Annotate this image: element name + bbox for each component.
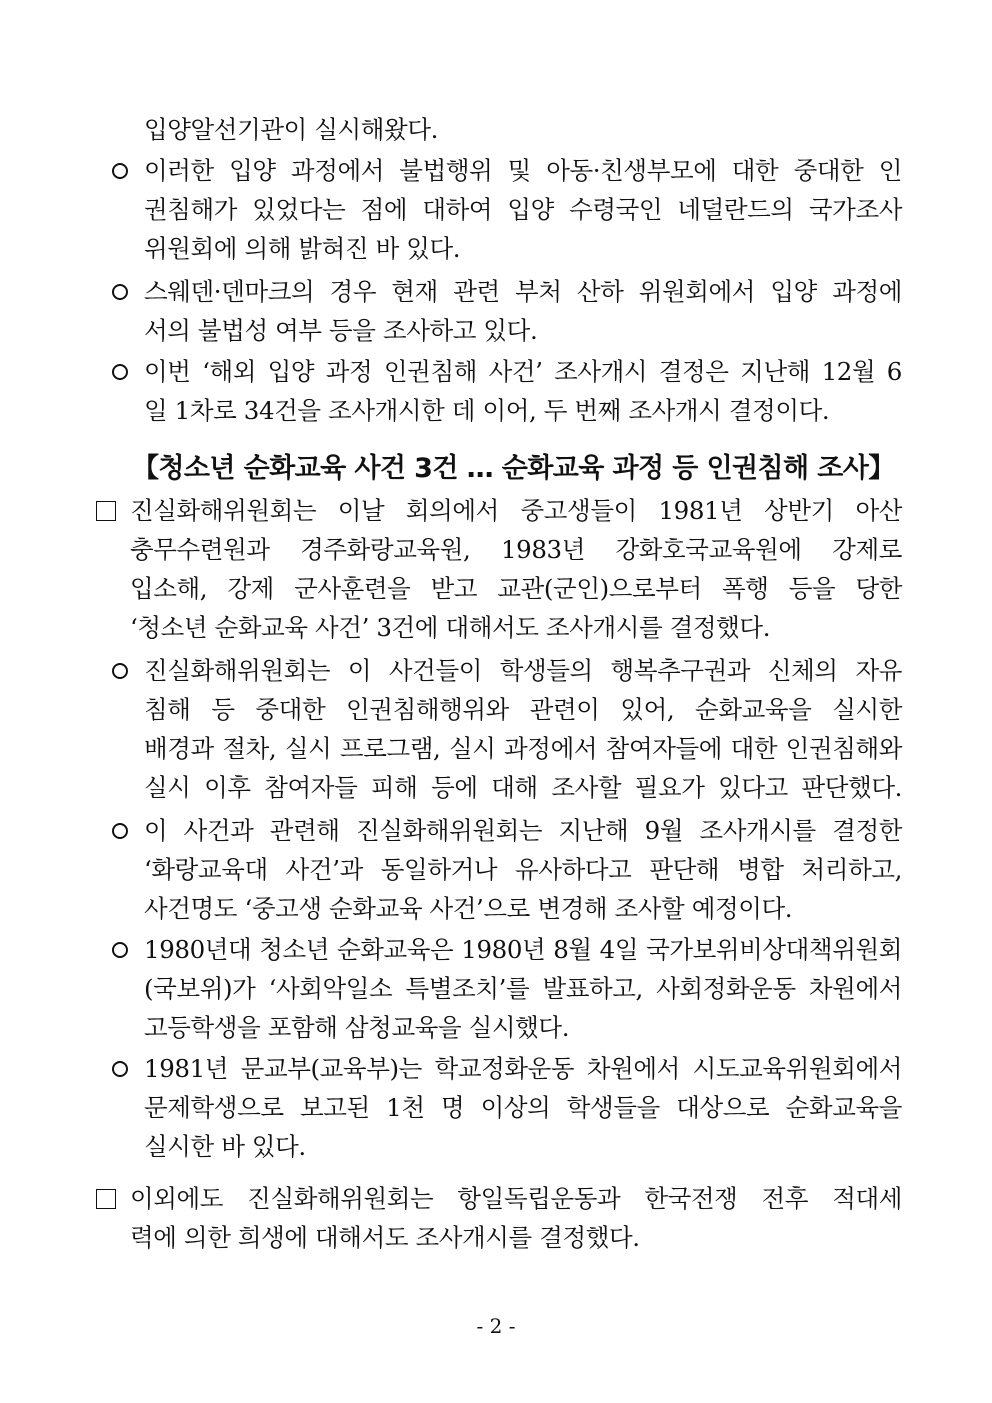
bullet-item: [112, 154, 902, 269]
bullet-line: 위원회에 의해 밝혀진 바 있다.: [144, 234, 461, 263]
bullet-line: 권침해가 있었다는 점에 대하여 입양 수령국인 네덜란드의 국가조사: [144, 195, 902, 224]
paragraph-line: 입양알선기관이 실시해왔다.: [144, 115, 438, 144]
bullet-item: [112, 275, 902, 350]
bullet-line: 1980년대 청소년 순화교육은 1980년 8월 4일 국가보위비상대책위원회: [144, 935, 902, 964]
bullet-item: [112, 1052, 902, 1167]
paragraph-line: 진실화해위원회는 이날 회의에서 중고생들이 1981년 상반기 아산: [130, 496, 902, 525]
paragraph-line: 이외에도 진실화해위원회는 항일독립운동과 한국전쟁 전후 적대세: [130, 1184, 902, 1213]
bullet-line: 실시 이후 참여자들 피해 등에 대해 조사할 필요가 있다고 판단했다.: [144, 773, 902, 802]
paragraph-line: 력에 의한 희생에 대해서도 조사개시를 결정했다.: [130, 1223, 640, 1252]
bullet-line: (국보위)가 ‘사회악일소 특별조치’를 발표하고, 사회정화운동 차원에서: [144, 974, 902, 1003]
bullet-item: [112, 654, 902, 810]
bullet-item: [112, 355, 902, 430]
bullet-item: [112, 814, 902, 929]
paragraph-line: 충무수련원과 경주화랑교육원, 1983년 강화호국교육원에 강제로: [130, 535, 902, 564]
section-heading: 【청소년 순화교육 사건 3건 … 순화교육 과정 등 인권침해 조사】: [132, 453, 895, 484]
bullet-line: 이번 ‘해외 입양 과정 인권침해 사건’ 조사개시 결정은 지난해 12월 6: [144, 357, 902, 386]
page-number: - 2 -: [476, 1314, 516, 1338]
square-bullet-icon: [96, 1189, 116, 1209]
bullet-line: 이 사건과 관련해 진실화해위원회는 지난해 9월 조사개시를 결정한: [144, 816, 902, 845]
circle-bullet-icon: [112, 364, 128, 380]
circle-bullet-icon: [112, 663, 128, 679]
circle-bullet-icon: [112, 163, 128, 179]
bullet-line: 일 1차로 34건을 조사개시한 데 이어, 두 번째 조사개시 결정이다.: [144, 396, 830, 425]
square-bullet-icon: [96, 501, 116, 521]
circle-bullet-icon: [112, 1061, 128, 1077]
bullet-line: 배경과 절차, 실시 프로그램, 실시 과정에서 참여자들에 대한 인권침해와: [144, 734, 902, 763]
bullet-line: ‘화랑교육대 사건’과 동일하거나 유사하다고 판단해 병합 처리하고,: [144, 855, 902, 884]
circle-bullet-icon: [112, 942, 128, 958]
bullet-line: 실시한 바 있다.: [144, 1132, 306, 1161]
paragraph-line: ‘청소년 순화교육 사건’ 3건에 대해서도 조사개시를 결정했다.: [130, 613, 771, 642]
bullet-line: 침해 등 중대한 인권침해행위와 관련이 있어, 순화교육을 실시한: [144, 695, 902, 724]
circle-bullet-icon: [112, 823, 128, 839]
bullet-line: 1981년 문교부(교육부)는 학교정화운동 차원에서 시도교육위원회에서: [144, 1054, 902, 1083]
bullet-line: 문제학생으로 보고된 1천 명 이상의 학생들을 대상으로 순화교육을: [144, 1093, 902, 1122]
circle-bullet-icon: [112, 284, 128, 300]
square-item: [96, 494, 902, 650]
bullet-line: 서의 불법성 여부 등을 조사하고 있다.: [144, 316, 538, 345]
bullet-line: 이러한 입양 과정에서 불법행위 및 아동·친생부모에 대한 중대한 인: [144, 156, 902, 185]
paragraph-line: 입소해, 강제 군사훈련을 받고 교관(군인)으로부터 폭행 등을 당한: [130, 574, 902, 603]
square-item: [96, 1182, 902, 1262]
bullet-item: [112, 933, 902, 1048]
bullet-line: 고등학생을 포함해 삼청교육을 실시했다.: [144, 1013, 570, 1042]
bullet-line: 진실화해위원회는 이 사건들이 학생들의 행복추구권과 신체의 자유: [144, 656, 902, 685]
bullet-line: 스웨덴·덴마크의 경우 현재 관련 부처 산하 위원회에서 입양 과정에: [144, 277, 902, 306]
bullet-line: 사건명도 ‘중고생 순화교육 사건’으로 변경해 조사할 예정이다.: [144, 894, 793, 923]
